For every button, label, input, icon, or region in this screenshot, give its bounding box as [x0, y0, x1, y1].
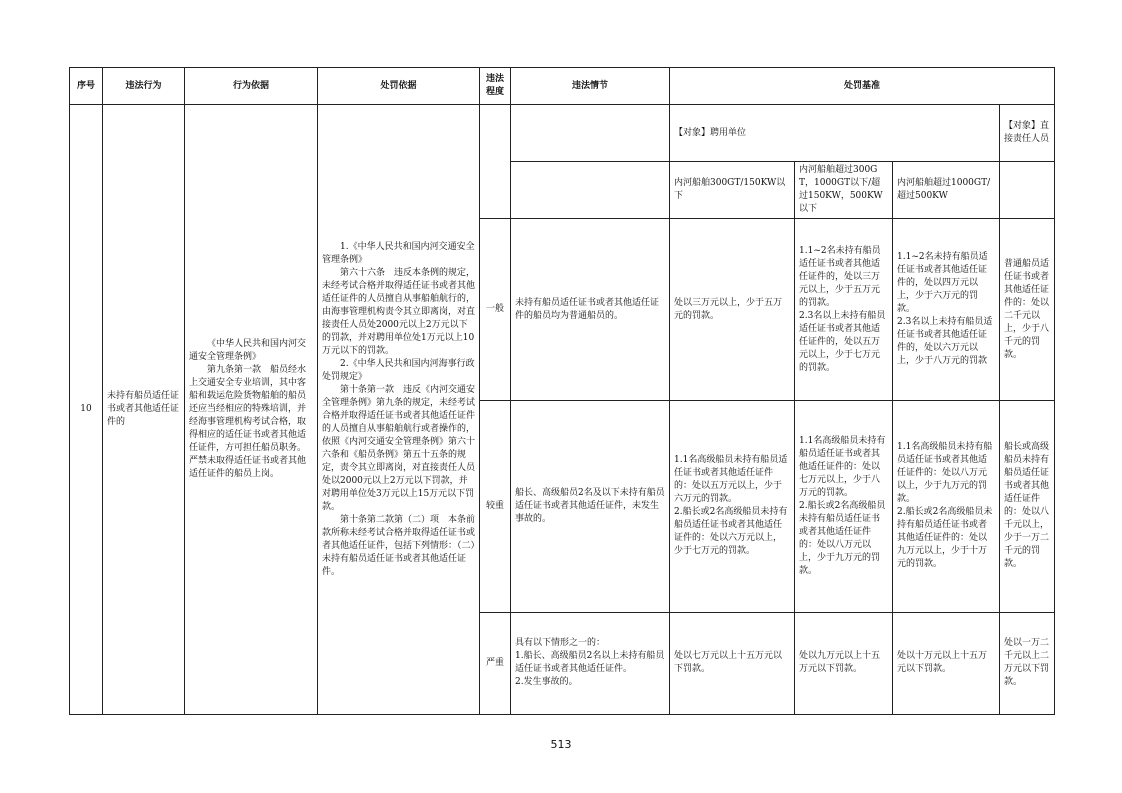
penalty-small-serious: 1.1名高级船员未持有船员适任证书或者其他适任证件的：处以五万元以上，少于六万元的罚款。 2.船长或2名高级船员未持有船员适任证书或者其他适任证件的：处以六万元以上，少于七万元的罚款。 — [670, 401, 795, 613]
penalty-basis-article-66: 第六十六条 违反本条例的规定，未经考试合格并取得适任证书或者其他适任证件的人员擅自从事船舶航行的，由海事管理机构责令其立即离岗，对直接责任人员处2000元以上2万元以下的罚款，并对聘用单位处1万元以上10万元以下的罚款。 — [322, 267, 476, 356]
empty-circumstance-cell — [511, 105, 670, 162]
header-degree: 违法 程度 — [480, 68, 511, 105]
cell-seq: 10 — [70, 105, 103, 715]
penalty-small-severe: 处以七万元以上十五万元以下罚款。 — [670, 612, 795, 714]
degree-severe: 严重 — [480, 612, 511, 714]
header-penalty-standard: 处罚基准 — [670, 68, 1055, 105]
penalty-standard-table — [69, 67, 1055, 715]
object-row — [70, 105, 1055, 162]
penalty-person-severe: 处以一万二千元以上二万元以下罚款。 — [1000, 612, 1055, 714]
penalty-large-general: 1.1~2名未持有船员适任证书或者其他适任证件的，处以四万元以上，少于六万元的罚款。 2.3名以上未持有船员适任证书或者其他适任证件的，处以六万元以上，少于八万元的罚款 — [893, 219, 1000, 401]
penalty-person-serious: 船长或高级船员未持有船员适任证书或者其他适任证件的：处以八千元以上，少于一万二千元的罚款。 — [1000, 401, 1055, 613]
penalty-person-general: 普通船员适任证书或者其他适任证件的：处以二千元以上，少于八千元的罚款。 — [1000, 219, 1055, 401]
cell-penalty-basis — [318, 105, 480, 715]
header-circumstances: 违法情节 — [511, 68, 670, 105]
circumstance-severe: 具有以下情形之一的： 1.船长、高级船员2名以上未持有船员适任证书或者其他适任证件。 2.发生事故的。 — [511, 612, 670, 714]
penalty-large-serious: 1.1名高级船员未持有船员适任证书或者其他适任证件的：处以八万元以上，少于九万元的罚款。 2.船长或2名高级船员未持有船员适任证书或者其他适任证件的：处以九万元以上，少于十万元的罚款。 — [893, 401, 1000, 613]
object-person: 【对象】直接责任人员 — [1000, 105, 1055, 162]
penalty-small-general: 处以三万元以上，少于五万元的罚款。 — [670, 219, 795, 401]
header-seq: 序号 — [70, 68, 103, 105]
circumstance-serious: 船长、高级船员2名及以下未持有船员适任证书或者其他适任证件，未发生事故的。 — [511, 401, 670, 613]
empty-person-cell — [1000, 162, 1055, 219]
penalty-basis-article-10-1: 第十条第一款 违反《内河交通安全管理条例》第九条的规定，未经考试合格并取得适任证书或者其他适任证件的人员擅自从事船舶航行或者操作的，依照《内河交通安全管理条例》第六十六条和《船员条例》第五十五条的规定，责令其立即离岗，对直接责任人员处以2000元以上2万元以下罚款，并对聘用单位处3万元以上15万元以下罚款。 — [322, 384, 476, 512]
circumstance-general: 未持有船员适任证书或者其他适任证件的船员均为普通船员的。 — [511, 219, 670, 401]
penalty-mid-general: 1.1~2名未持有船员适任证书或者其他适任证件的，处以三万元以上，少于五万元的罚款。 2.3名以上未持有船员适任证书或者其他适任证件的，处以五万元以上，少于七万元的罚款。 — [795, 219, 893, 401]
penalty-basis-law-1: 1.《中华人民共和国内河交通安全管理条例》 — [322, 241, 475, 265]
empty-circumstance-cell-2 — [511, 162, 670, 219]
penalty-mid-severe: 处以九万元以上十五万元以下罚款。 — [795, 612, 893, 714]
degree-serious: 较重 — [480, 401, 511, 613]
penalty-basis-law-2: 2.《中华人民共和国内河海事行政处罚规定》 — [322, 358, 475, 382]
page-number: 513 — [550, 738, 572, 751]
degree-general: 一般 — [480, 219, 511, 401]
header-behavior-basis: 行为依据 — [185, 68, 318, 105]
object-employer: 【对象】聘用单位 — [670, 105, 1000, 162]
penalty-large-severe: 处以十万元以上十五万元以下罚款。 — [893, 612, 1000, 714]
penalty-mid-serious: 1.1名高级船员未持有船员适任证书或者其他适任证件的：处以七万元以上，少于八万元的罚款。 2.船长或2名高级船员未持有船员适任证书或者其他适任证件的：处以八万元以上，少于九万元的罚款。 — [795, 401, 893, 613]
empty-degree-cell — [480, 105, 511, 219]
cell-behavior-basis — [185, 105, 318, 715]
penalty-basis-article-10-2: 第十条第二款第（二）项 本条前款所称未经考试合格并取得适任证书或者其他适任证件，包括下列情形：（二）未持有船员适任证书或者其他适任证件。 — [322, 514, 476, 577]
behavior-basis-article: 第九条第一款 船员经水上交通安全专业培训，其中客船和载运危险货物船舶的船员还应当经相应的特殊培训，并经海事管理机构考试合格，取得相应的适任证书或者其他适任证件，方可担任船员职务。严禁未取得适任证书或者其他适任证件的船员上岗。 — [189, 365, 307, 480]
cell-violation: 未持有船员适任证书或者其他适任证件的 — [103, 105, 185, 715]
header-penalty-basis: 处罚依据 — [318, 68, 480, 105]
size-small: 内河船舶300GT/150KW以下 — [670, 162, 795, 219]
header-violation: 违法行为 — [103, 68, 185, 105]
size-large: 内河船舶超过1000GT/超过500KW — [893, 162, 1000, 219]
header-row — [70, 68, 1055, 105]
behavior-basis-law: 《中华人民共和国内河交通安全管理条例》 — [189, 339, 307, 363]
size-mid: 内河船舶超过300GT，1000GT以下/超过150KW，500KW以下 — [795, 162, 893, 219]
